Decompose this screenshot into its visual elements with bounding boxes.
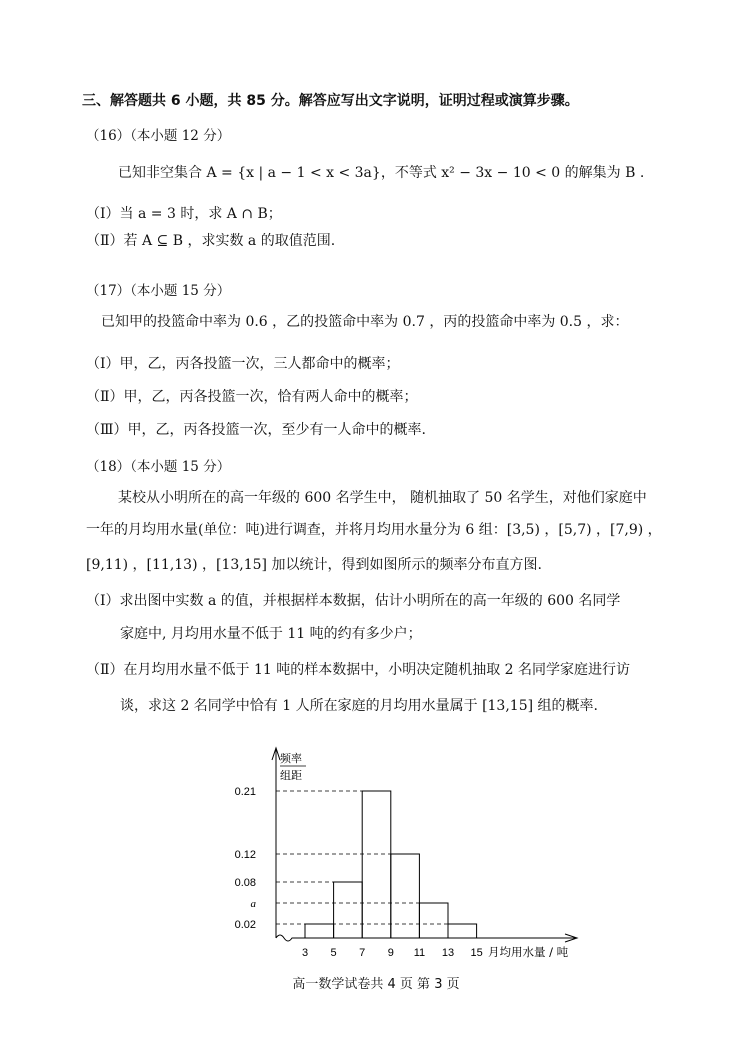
q18-part1-line1: （Ⅰ）求出图中实数 a 的值，并根据样本数据，估计小明所在的高一年级的 600 名同学 <box>86 593 621 609</box>
histogram-bar-2 <box>334 882 363 938</box>
q17-part2: （Ⅱ）甲，乙，丙各投篮一次，恰有两人命中的概率； <box>86 389 418 405</box>
x-tick-label: 5 <box>330 947 337 959</box>
histogram-bar-1 <box>305 924 334 938</box>
q16-part1: （Ⅰ）当 a = 3 时，求 A ∩ B； <box>86 206 282 222</box>
q18-header: （18）（本小题 15 分） <box>86 459 231 475</box>
histogram-labels <box>235 751 569 959</box>
q18-stem-line1: 某校从小明所在的高一年级的 600 名学生中， 随机抽取了 50 名学生，对他们家庭中 <box>118 490 647 506</box>
q18-stem-line2: 一年的月均用水量(单位：吨)进行调查，并将月均用水量分为 6 组：[3,5) ，[5,7) ，[7,9) ， <box>86 522 662 538</box>
histogram-bars <box>305 791 477 938</box>
x-tick-label: 13 <box>441 947 455 959</box>
y-label-bottom: 组距 <box>280 769 302 782</box>
section-heading: 三、解答题共 6 小题，共 85 分。解答应写出文字说明，证明过程或演算步骤。 <box>82 93 579 109</box>
q18-part2-line2: 谈，求这 2 名同学中恰有 1 人所在家庭的月均用水量属于 [13,15] 组的概率. <box>120 698 598 714</box>
y-label-top: 频率 <box>280 752 302 765</box>
y-tick-label: 0.02 <box>234 919 256 931</box>
x-tick-label: 7 <box>359 947 366 959</box>
q17-stem: 已知甲的投篮命中率为 0.6 ，乙的投篮命中率为 0.7 ，丙的投篮命中率为 0.5 ，求： <box>101 314 629 330</box>
q16-header: （16）（本小题 12 分） <box>86 128 231 144</box>
q17-part3: （Ⅲ）甲，乙，丙各投篮一次，至少有一人命中的概率. <box>86 422 426 438</box>
y-tick-label: 0.21 <box>234 786 256 798</box>
x-tick-label: 3 <box>301 947 309 959</box>
y-tick-label: 0.12 <box>234 849 256 861</box>
q16-stem: 已知非空集合 A = {x | a − 1 < x < 3a}，不等式 x² − 3x − 10 < 0 的解集为 B . <box>118 165 645 181</box>
histogram-axes <box>272 748 577 942</box>
q17-part1: （Ⅰ）甲，乙，丙各投篮一次，三人都命中的概率； <box>86 356 400 372</box>
histogram-bar-6 <box>448 924 477 938</box>
histogram-bar-4 <box>391 854 420 938</box>
q16-part2: （Ⅱ）若 A ⊆ B ，求实数 a 的取值范围. <box>86 233 336 249</box>
q17-header: （17）（本小题 15 分） <box>86 283 231 299</box>
histogram-bar-3 <box>362 791 391 938</box>
x-axis-label: 月均用水量 / 吨 <box>488 945 569 959</box>
y-tick-label: 0.08 <box>234 877 256 889</box>
x-tick-label: 15 <box>470 947 483 959</box>
q18-part1-line2: 家庭中, 月均用水量不低于 11 吨的约有多少户； <box>120 626 422 642</box>
histogram-bar-5 <box>419 903 448 938</box>
q18-part2-line1: （Ⅱ）在月均用水量不低于 11 吨的样本数据中，小明决定随机抽取 2 名同学家庭进行访 <box>86 662 631 678</box>
x-tick-label: 11 <box>413 947 426 959</box>
y-tick-label: a <box>250 898 256 910</box>
x-tick-label: 9 <box>387 947 394 959</box>
page-footer: 高一数学试卷共 4 页 第 3 页 <box>292 977 460 992</box>
q18-stem-line3: [9,11) ，[11,13) ，[13,15] 加以统计，得到如图所示的频率分布直方图. <box>86 557 542 573</box>
